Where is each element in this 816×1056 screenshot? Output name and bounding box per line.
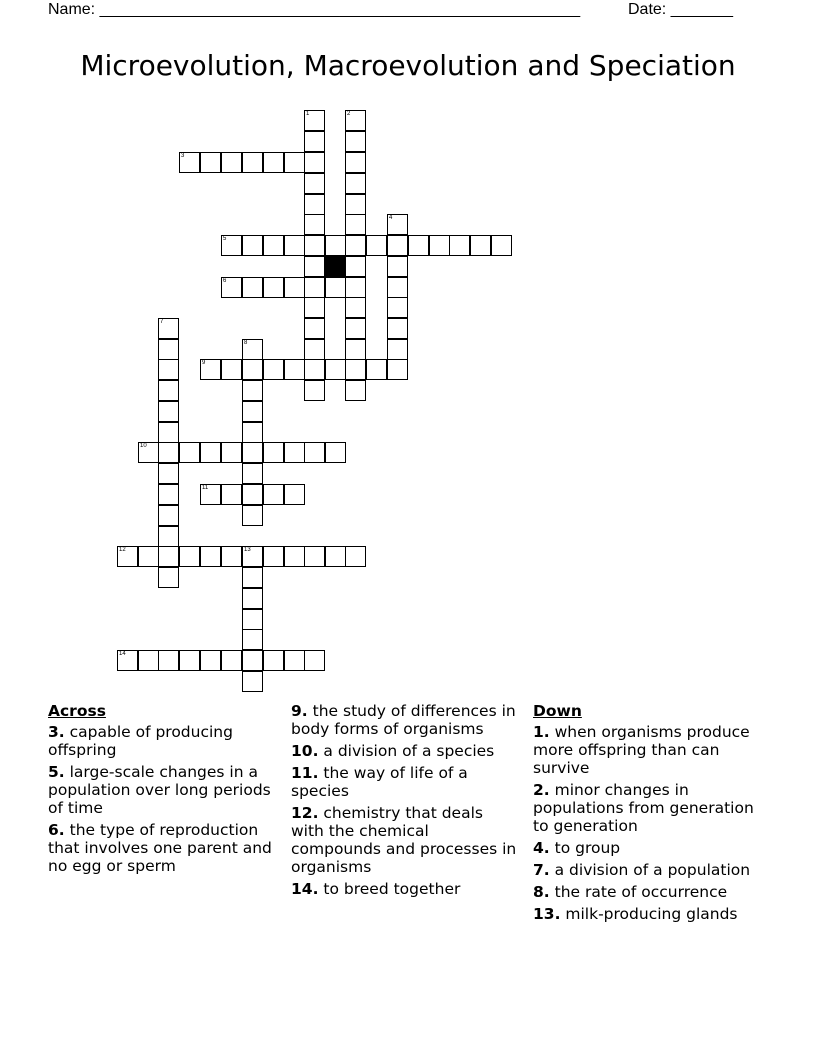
crossword-cell[interactable]	[387, 359, 408, 380]
clue-text: capable of producing offspring	[48, 723, 233, 759]
crossword-cell[interactable]	[200, 442, 221, 463]
down-heading: Down	[533, 702, 582, 720]
crossword-cell[interactable]	[200, 650, 221, 671]
crossword-cell[interactable]	[345, 546, 366, 567]
crossword-cell[interactable]	[304, 110, 325, 131]
clue-number: 8	[244, 340, 248, 346]
clue-item	[291, 804, 519, 876]
clue-item	[533, 781, 761, 835]
crossword-cell[interactable]	[263, 235, 284, 256]
crossword-cell[interactable]	[221, 546, 242, 567]
crossword-cell[interactable]	[470, 235, 491, 256]
crossword-cell[interactable]	[491, 235, 512, 256]
crossword-cell[interactable]	[117, 650, 138, 671]
crossword-cell[interactable]	[429, 235, 450, 256]
crossword-cell[interactable]	[325, 277, 346, 298]
crossword-cell[interactable]	[345, 359, 366, 380]
clue-text: a division of a population	[554, 861, 751, 879]
crossword-cell[interactable]	[242, 671, 263, 692]
crossword-cell[interactable]	[158, 484, 179, 505]
crossword-cell[interactable]	[325, 546, 346, 567]
crossword-cell[interactable]	[304, 380, 325, 401]
clue-text: a division of a species	[323, 742, 495, 760]
crossword-cell[interactable]	[158, 422, 179, 443]
clue-num: 8.	[533, 883, 550, 901]
clue-item	[533, 905, 761, 923]
crossword-cell[interactable]	[387, 277, 408, 298]
crossword-cell[interactable]	[221, 650, 242, 671]
crossword-cell[interactable]	[263, 650, 284, 671]
crossword-cell[interactable]	[304, 214, 325, 235]
crossword-cell[interactable]	[242, 152, 263, 173]
crossword-cell[interactable]	[117, 546, 138, 567]
crossword-cell[interactable]	[449, 235, 470, 256]
crossword-cell[interactable]	[345, 194, 366, 215]
clue-text: the rate of occurrence	[554, 883, 728, 901]
clue-num: 1.	[533, 723, 550, 741]
crossword-cell[interactable]	[304, 318, 325, 339]
crossword-cell[interactable]	[242, 442, 263, 463]
clue-item	[533, 861, 761, 879]
page-title: Microevolution, Macroevolution and Speciation	[80, 49, 736, 82]
clue-item	[291, 742, 519, 760]
crossword-cell[interactable]	[158, 505, 179, 526]
crossword-cell[interactable]	[345, 277, 366, 298]
crossword-cell[interactable]	[304, 277, 325, 298]
clue-item	[291, 764, 519, 800]
crossword-cell[interactable]	[304, 152, 325, 173]
clue-num: 9.	[291, 702, 308, 720]
crossword-cell[interactable]	[242, 359, 263, 380]
crossword-cell[interactable]	[304, 650, 325, 671]
crossword-cell[interactable]	[387, 214, 408, 235]
crossword-cell[interactable]	[304, 297, 325, 318]
crossword-cell[interactable]	[345, 110, 366, 131]
crossword-cell[interactable]	[158, 463, 179, 484]
crossword-cell[interactable]	[242, 588, 263, 609]
clue-num: 10.	[291, 742, 319, 760]
crossword-cell[interactable]	[242, 401, 263, 422]
crossword-cell[interactable]	[345, 152, 366, 173]
crossword-cell[interactable]	[284, 152, 305, 173]
crossword-cell[interactable]	[304, 359, 325, 380]
crossword-cell[interactable]	[158, 526, 179, 547]
clue-num: 14.	[291, 880, 319, 898]
crossword-cell[interactable]	[221, 359, 242, 380]
clue-text: large-scale changes in a population over long periods of time	[48, 763, 271, 817]
crossword-cell[interactable]	[325, 359, 346, 380]
crossword-cell[interactable]	[158, 567, 179, 588]
clue-text: the type of reproduction that involves one parent and no egg or sperm	[48, 821, 272, 875]
crossword-cell[interactable]	[304, 194, 325, 215]
clue-item	[533, 723, 761, 777]
crossword-cell[interactable]	[138, 546, 159, 567]
crossword-cell[interactable]	[284, 546, 305, 567]
crossword-cell[interactable]	[242, 505, 263, 526]
clue-number: 13	[244, 547, 251, 553]
crossword-cell[interactable]	[345, 131, 366, 152]
clue-item	[48, 763, 276, 817]
crossword-cell[interactable]	[304, 131, 325, 152]
clue-number: 11	[202, 485, 209, 491]
crossword-cell[interactable]	[304, 256, 325, 277]
black-cell	[325, 256, 346, 277]
clue-num: 6.	[48, 821, 65, 839]
date-field-label: Date: _______	[628, 1, 733, 18]
crossword-cell[interactable]	[221, 277, 242, 298]
clue-number: 1	[306, 111, 310, 117]
crossword-cell[interactable]	[387, 256, 408, 277]
across-heading: Across	[48, 702, 106, 720]
crossword-cell[interactable]	[345, 173, 366, 194]
crossword-cell[interactable]	[242, 484, 263, 505]
crossword-cell[interactable]	[242, 277, 263, 298]
crossword-cell[interactable]	[366, 359, 387, 380]
clue-number: 5	[223, 236, 227, 242]
clue-text: chemistry that deals with the chemical compounds and processes in organisms	[291, 804, 517, 876]
crossword-cell[interactable]	[284, 650, 305, 671]
crossword-cell[interactable]	[263, 546, 284, 567]
crossword-cell[interactable]	[242, 463, 263, 484]
crossword-cell[interactable]	[345, 318, 366, 339]
crossword-cell[interactable]	[158, 380, 179, 401]
crossword-cell[interactable]	[366, 235, 387, 256]
crossword-cell[interactable]	[242, 650, 263, 671]
clue-text: minor changes in populations from generation to generation	[533, 781, 754, 835]
clue-number: 9	[202, 360, 206, 366]
crossword-cell[interactable]	[158, 318, 179, 339]
clue-number: 10	[140, 443, 147, 449]
crossword-cell[interactable]	[284, 359, 305, 380]
clue-text: the study of differences in body forms of organisms	[291, 702, 516, 738]
crossword-cell[interactable]	[242, 567, 263, 588]
clue-num: 13.	[533, 905, 561, 923]
crossword-cell[interactable]	[242, 546, 263, 567]
crossword-cell[interactable]	[179, 650, 200, 671]
crossword-cell[interactable]	[158, 339, 179, 360]
clues-across-continued-column	[291, 702, 519, 902]
crossword-cell[interactable]	[263, 152, 284, 173]
crossword-cell[interactable]	[158, 401, 179, 422]
clue-num: 4.	[533, 839, 550, 857]
crossword-cell[interactable]	[158, 442, 179, 463]
crossword-cell[interactable]	[200, 359, 221, 380]
clue-number: 4	[389, 215, 393, 221]
clue-num: 2.	[533, 781, 550, 799]
name-field-label: Name: ______________________________________________________	[48, 1, 581, 18]
crossword-cell[interactable]	[284, 442, 305, 463]
crossword-cell[interactable]	[263, 277, 284, 298]
clues-across-column	[48, 702, 276, 879]
clue-number: 6	[223, 278, 227, 284]
clue-text: the way of life of a species	[291, 764, 468, 800]
crossword-cell[interactable]	[242, 339, 263, 360]
crossword-cell[interactable]	[242, 235, 263, 256]
clues-down-column	[533, 702, 761, 927]
clue-item	[291, 702, 519, 738]
clue-item	[48, 821, 276, 875]
crossword-cell[interactable]	[221, 152, 242, 173]
clue-number: 2	[347, 111, 351, 117]
clue-text: milk-producing glands	[565, 905, 738, 923]
crossword-cell[interactable]	[200, 546, 221, 567]
crossword-cell[interactable]	[242, 380, 263, 401]
clue-number: 14	[119, 651, 126, 657]
crossword-cell[interactable]	[221, 484, 242, 505]
crossword-cell[interactable]	[345, 380, 366, 401]
crossword-cell[interactable]	[345, 256, 366, 277]
clue-number: 3	[181, 153, 185, 159]
crossword-cell[interactable]	[263, 484, 284, 505]
crossword-cell[interactable]	[242, 629, 263, 650]
crossword-cell[interactable]	[179, 152, 200, 173]
crossword-cell[interactable]	[284, 235, 305, 256]
crossword-cell[interactable]	[138, 650, 159, 671]
crossword-cell[interactable]	[179, 442, 200, 463]
clue-num: 5.	[48, 763, 65, 781]
crossword-cell[interactable]	[263, 359, 284, 380]
crossword-cell[interactable]	[387, 235, 408, 256]
crossword-cell[interactable]	[387, 297, 408, 318]
crossword-cell[interactable]	[179, 546, 200, 567]
crossword-cell[interactable]	[304, 339, 325, 360]
crossword-cell[interactable]	[408, 235, 429, 256]
crossword-cell[interactable]	[304, 442, 325, 463]
crossword-cell[interactable]	[387, 339, 408, 360]
clue-num: 11.	[291, 764, 319, 782]
crossword-cell[interactable]	[200, 484, 221, 505]
clue-text: to breed together	[323, 880, 461, 898]
crossword-cell[interactable]	[325, 442, 346, 463]
clue-item	[533, 883, 761, 901]
clue-item	[533, 839, 761, 857]
crossword-cell[interactable]	[242, 422, 263, 443]
crossword-cell[interactable]	[284, 277, 305, 298]
crossword-cell[interactable]	[158, 359, 179, 380]
clue-num: 3.	[48, 723, 65, 741]
crossword-cell[interactable]	[345, 214, 366, 235]
clue-text: to group	[554, 839, 621, 857]
clue-number: 7	[160, 319, 164, 325]
crossword-cell[interactable]	[325, 235, 346, 256]
crossword-cell[interactable]	[158, 650, 179, 671]
crossword-cell[interactable]	[221, 442, 242, 463]
crossword-cell[interactable]	[304, 546, 325, 567]
clue-text: when organisms produce more offspring than can survive	[533, 723, 750, 777]
clue-item	[48, 723, 276, 759]
crossword-cell[interactable]	[345, 339, 366, 360]
crossword-cell[interactable]	[221, 235, 242, 256]
crossword-cell[interactable]	[284, 484, 305, 505]
clue-num: 12.	[291, 804, 319, 822]
crossword-cell[interactable]	[345, 235, 366, 256]
clue-num: 7.	[533, 861, 550, 879]
crossword-cell[interactable]	[263, 442, 284, 463]
crossword-cell[interactable]	[304, 235, 325, 256]
crossword-cell[interactable]	[158, 546, 179, 567]
crossword-cell[interactable]	[345, 297, 366, 318]
crossword-cell[interactable]	[242, 609, 263, 630]
crossword-cell[interactable]	[304, 173, 325, 194]
crossword-cell[interactable]	[138, 442, 159, 463]
clue-number: 12	[119, 547, 126, 553]
clue-item	[291, 880, 519, 898]
crossword-cell[interactable]	[200, 152, 221, 173]
crossword-cell[interactable]	[387, 318, 408, 339]
